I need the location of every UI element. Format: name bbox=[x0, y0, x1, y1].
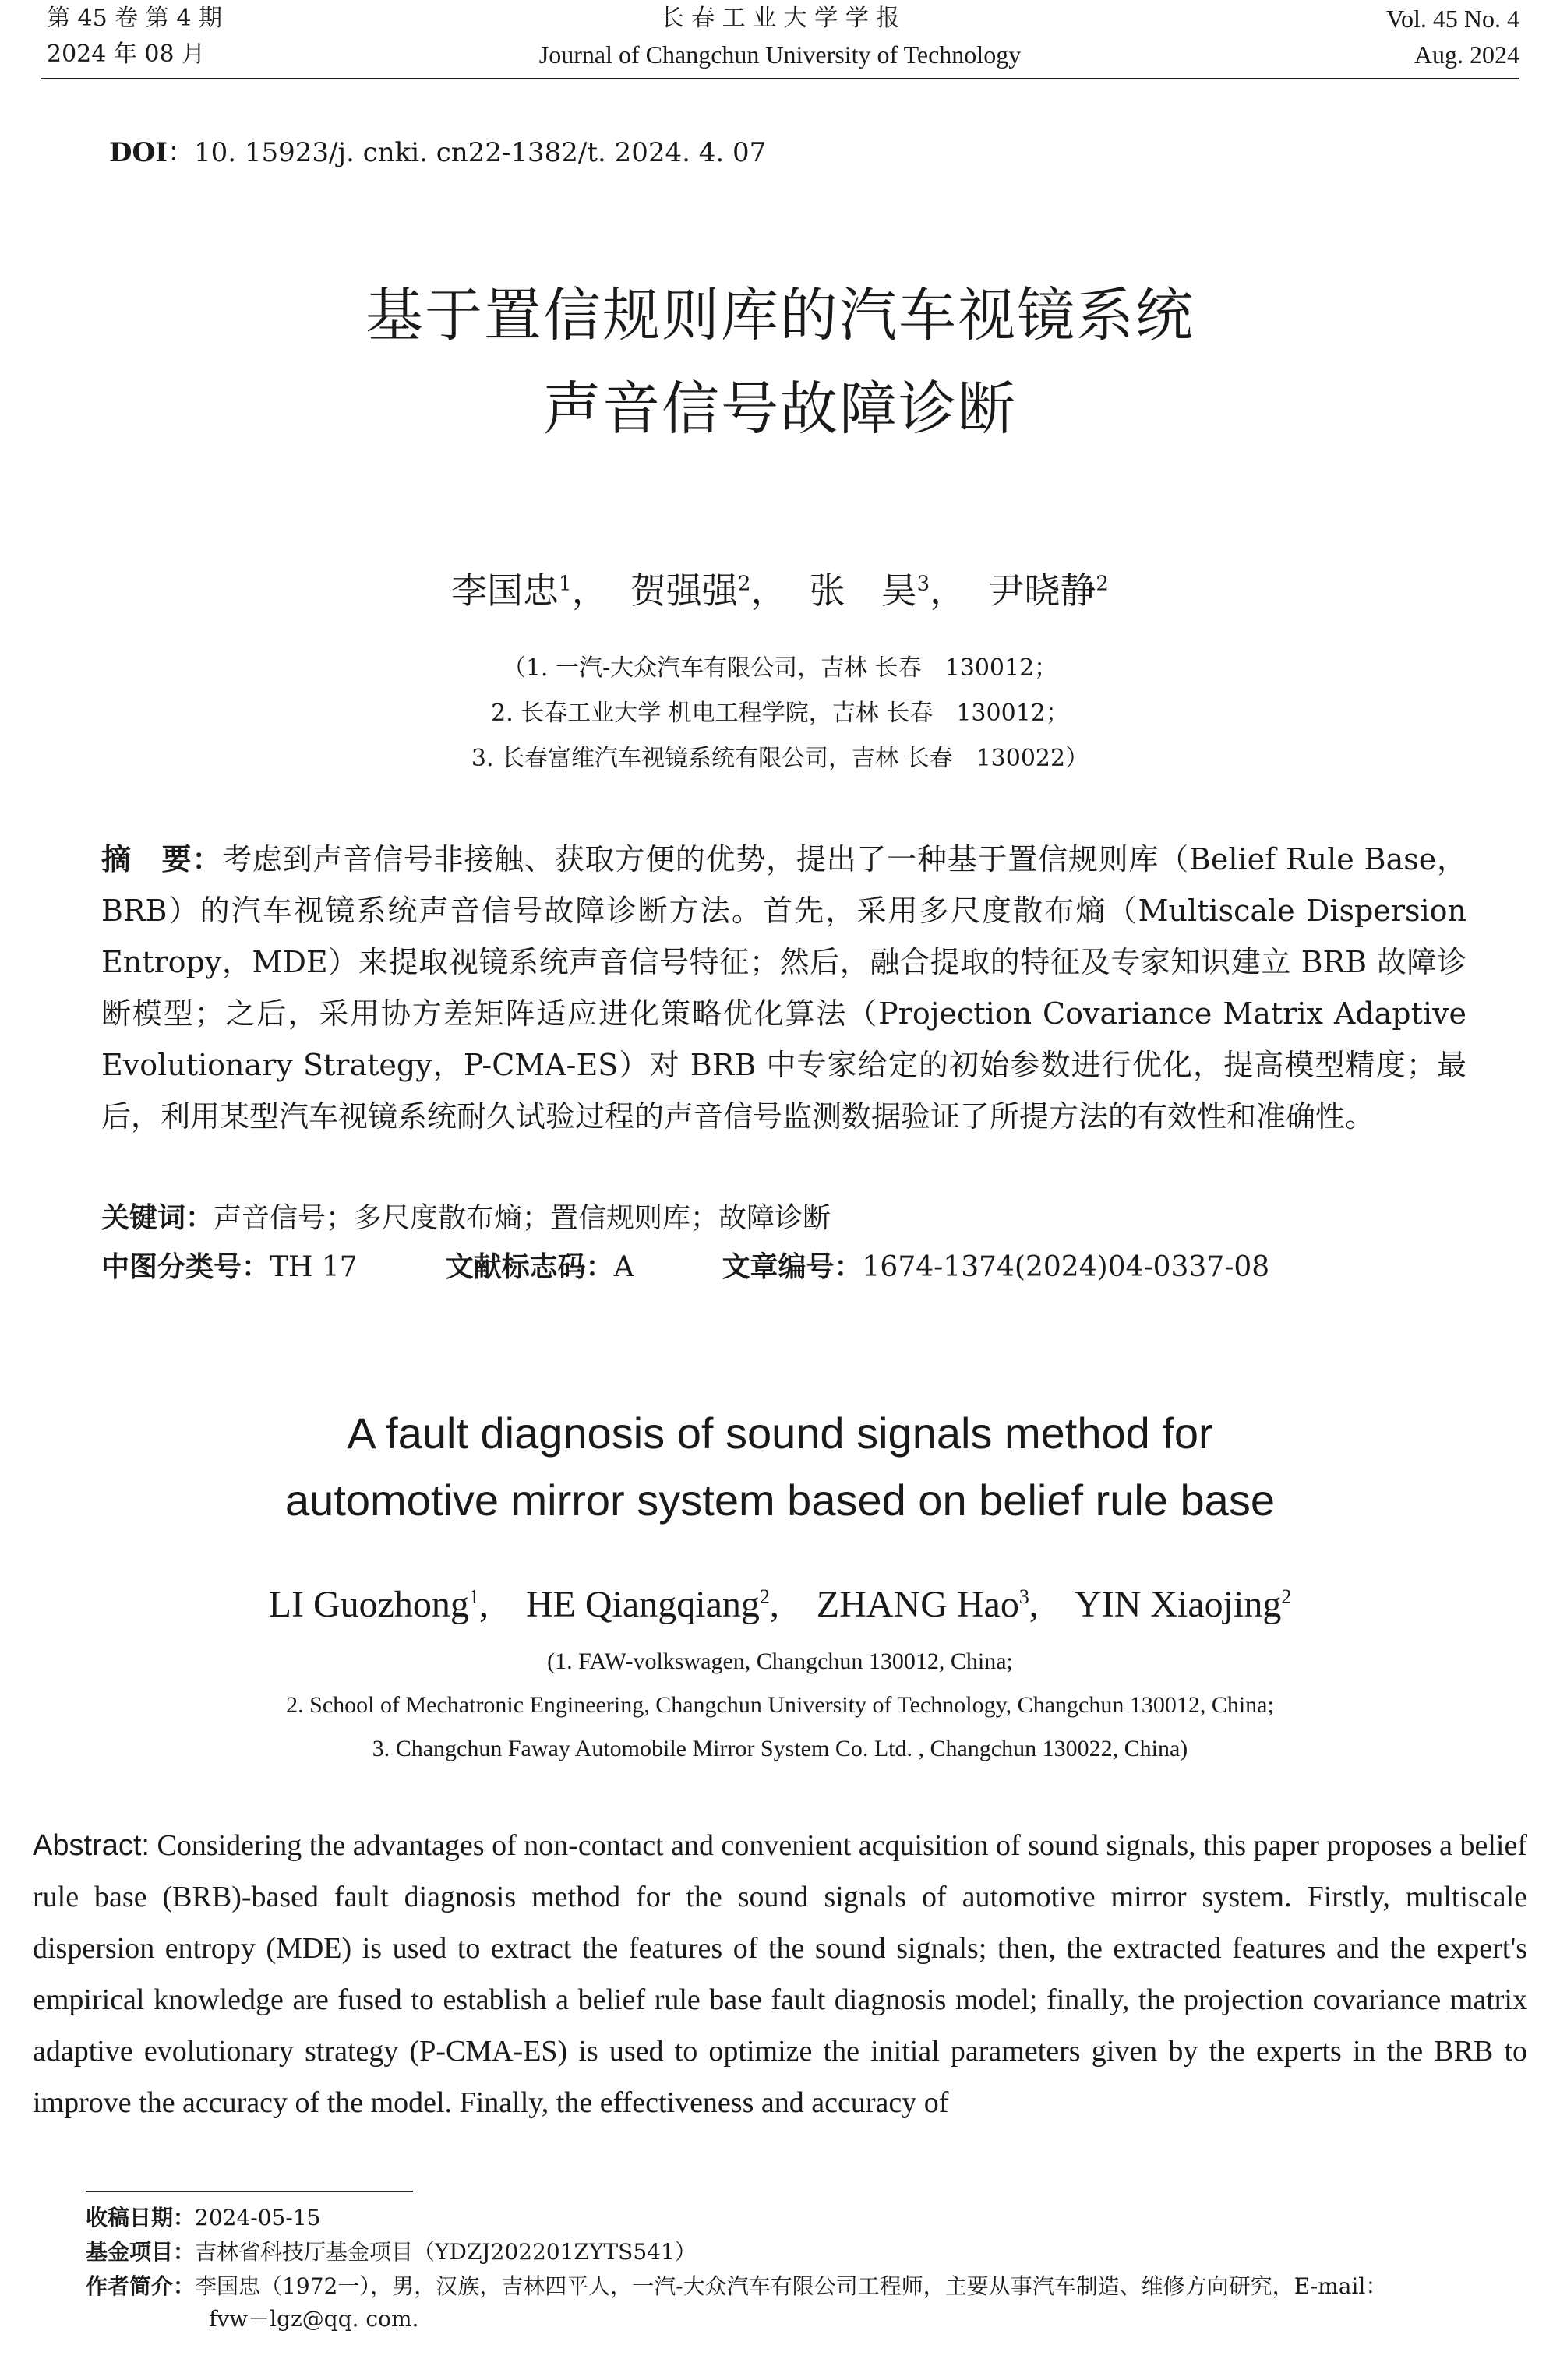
title-en-line2: automotive mirror system based on belief rule base bbox=[285, 1476, 1275, 1525]
affiliation-en: (1. FAW-volkswagen, Changchun 130012, China; bbox=[547, 1648, 1013, 1674]
author-name-en: YIN Xiaojing bbox=[1075, 1584, 1282, 1625]
received-label: 收稿日期： bbox=[86, 2205, 196, 2230]
clc-label: 中图分类号： bbox=[101, 1251, 270, 1283]
affiliation-cn: 2. 长春工业大学 机电工程学院，吉林 长春 130012； bbox=[491, 700, 1069, 727]
author-affil-mark: 2 bbox=[1096, 572, 1109, 596]
footnote-bio bbox=[86, 2270, 1537, 2336]
author-name: 李国忠 bbox=[451, 569, 559, 612]
author-name-en: ZHANG Hao bbox=[816, 1584, 1019, 1625]
author-affil-mark: 3 bbox=[916, 572, 930, 596]
author-affil-mark: 2 bbox=[737, 572, 751, 596]
doi-label: DOI bbox=[109, 137, 168, 168]
journal-name-en: Journal of Changchun University of Technology bbox=[538, 41, 1022, 69]
author-affil-mark: 1 bbox=[559, 572, 572, 596]
fund-value: 吉林省科技厅基金项目（YDZJ202201ZYTS541） bbox=[195, 2239, 697, 2265]
issue-date: 2024 年 08 月 bbox=[47, 41, 206, 68]
title-cn-line2: 声音信号故障诊断 bbox=[543, 376, 1017, 443]
authors-en: LI Guozhong$^1$, HE Qiangqiang$^2$, ZHANG Hao$^3$, YIN Xiaojing$^2$ bbox=[268, 1584, 1292, 1625]
header-rule bbox=[41, 78, 1519, 79]
footnote-received bbox=[86, 2202, 1537, 2234]
abstract-cn bbox=[101, 834, 1466, 1142]
title-cn-line1: 基于置信规则库的汽车视镜系统 bbox=[365, 282, 1195, 349]
author-affil-mark: 3 bbox=[1018, 1585, 1029, 1608]
classification-row bbox=[101, 1250, 1269, 1285]
abstract-en-label: Abstract: bbox=[33, 1829, 150, 1862]
author-name: 张 昊 bbox=[809, 569, 917, 612]
doc-code-label: 文献标志码： bbox=[445, 1251, 614, 1283]
bio-email: fvw－lgz@qq. com. bbox=[209, 2306, 419, 2332]
footnote-fund bbox=[86, 2236, 1537, 2269]
author-name: 尹晓静 bbox=[988, 569, 1096, 612]
keywords-cn bbox=[101, 1201, 831, 1236]
doi bbox=[109, 131, 766, 169]
title-en-line1: A fault diagnosis of sound signals method for bbox=[347, 1409, 1213, 1458]
authors-cn: 李国忠$^1$， 贺强强$^2$， 张 昊$^3$， 尹晓静$^2$ bbox=[451, 569, 1109, 612]
keywords-label: 关键词： bbox=[101, 1202, 214, 1234]
affiliation-en: 2. School of Mechatronic Engineering, Changchun University of Technology, Changchun 130012, China; bbox=[286, 1692, 1274, 1718]
journal-name-cn: 长 春 工 业 大 学 学 报 bbox=[660, 5, 900, 32]
affiliation-cn: （1. 一汽-大众汽车有限公司，吉林 长春 130012； bbox=[502, 654, 1058, 682]
abstract-en-text: Considering the advantages of non-contact and convenient acquisition of sound signals, this paper proposes a belief rule base (BRB)-based fault diagnosis method for the sound signals of automotive mirror system. Firstly, multiscale dispersion entropy (MDE) is used to extract the features of the sound signals; then, the extracted features and the expert's empirical knowledge are fused to establish a belief rule base fault diagnosis model; finally, the projection covariance matrix adaptive evolutionary strategy (P-CMA-ES) is used to optimize the initial parameters given by the experts in the BRB to improve the accuracy of the model. Finally, the effectiveness and accuracy of bbox=[33, 1829, 1527, 2119]
abstract-cn-label: 摘 要： bbox=[101, 842, 223, 876]
issue-number: 第 45 卷 第 4 期 bbox=[47, 5, 222, 32]
author-affil-mark: 2 bbox=[759, 1585, 770, 1608]
bio-value: 李国忠（1972一），男，汉族，吉林四平人，一汽-大众汽车有限公司工程师，主要从事汽车制造、维修方向研究，E-mail： bbox=[195, 2273, 1388, 2299]
author-name-en: HE Qiangqiang bbox=[525, 1584, 760, 1625]
author-name: 贺强强 bbox=[630, 569, 738, 612]
date-en: Aug. 2024 bbox=[1414, 41, 1519, 69]
fund-label: 基金项目： bbox=[86, 2239, 196, 2265]
article-no-value: 1674-1374(2024)04-0337-08 bbox=[862, 1251, 1270, 1283]
footnote-rule bbox=[86, 2191, 413, 2192]
bio-label: 作者简介： bbox=[86, 2273, 196, 2299]
author-affil-mark: 1 bbox=[468, 1585, 479, 1608]
doc-code-value: A bbox=[613, 1251, 634, 1283]
article-no-label: 文章编号： bbox=[722, 1251, 863, 1283]
clc-value: TH 17 bbox=[270, 1251, 358, 1283]
volume-en: Vol. 45 No. 4 bbox=[1386, 5, 1519, 33]
author-affil-mark: 2 bbox=[1281, 1585, 1292, 1608]
affiliation-en: 3. Changchun Faway Automobile Mirror System Co. Ltd. , Changchun 130022, China) bbox=[372, 1736, 1188, 1761]
author-name-en: LI Guozhong bbox=[268, 1584, 469, 1625]
doi-value: ：10. 15923/j. cnki. cn22-1382/t. 2024. 4. 07 bbox=[168, 137, 767, 168]
received-value: 2024-05-15 bbox=[195, 2205, 321, 2230]
keywords-text: 声音信号；多尺度散布熵；置信规则库；故障诊断 bbox=[214, 1202, 831, 1234]
affiliation-cn: 3. 长春富维汽车视镜系统有限公司，吉林 长春 130022） bbox=[471, 745, 1089, 772]
abstract-en bbox=[33, 1820, 1527, 2128]
abstract-cn-text: 考虑到声音信号非接触、获取方便的优势，提出了一种基于置信规则库（Belief Rule Base，BRB）的汽车视镜系统声音信号故障诊断方法。首先，采用多尺度散布熵（Multiscale Dispersion Entropy，MDE）来提取视镜系统声音信号特征；然后，融合提取的特征及专家知识建立 BRB 故障诊断模型；之后，采用协方差矩阵适应进化策略优化算法（Projection Covariance Matrix Adaptive Evolutionary Strategy，P-CMA-ES）对 BRB 中专家给定的初始参数进行优化，提高模型精度；最后，利用某型汽车视镜系统耐久试验过程的声音信号监测数据验证了所提方法的有效性和准确性。 bbox=[101, 842, 1466, 1134]
